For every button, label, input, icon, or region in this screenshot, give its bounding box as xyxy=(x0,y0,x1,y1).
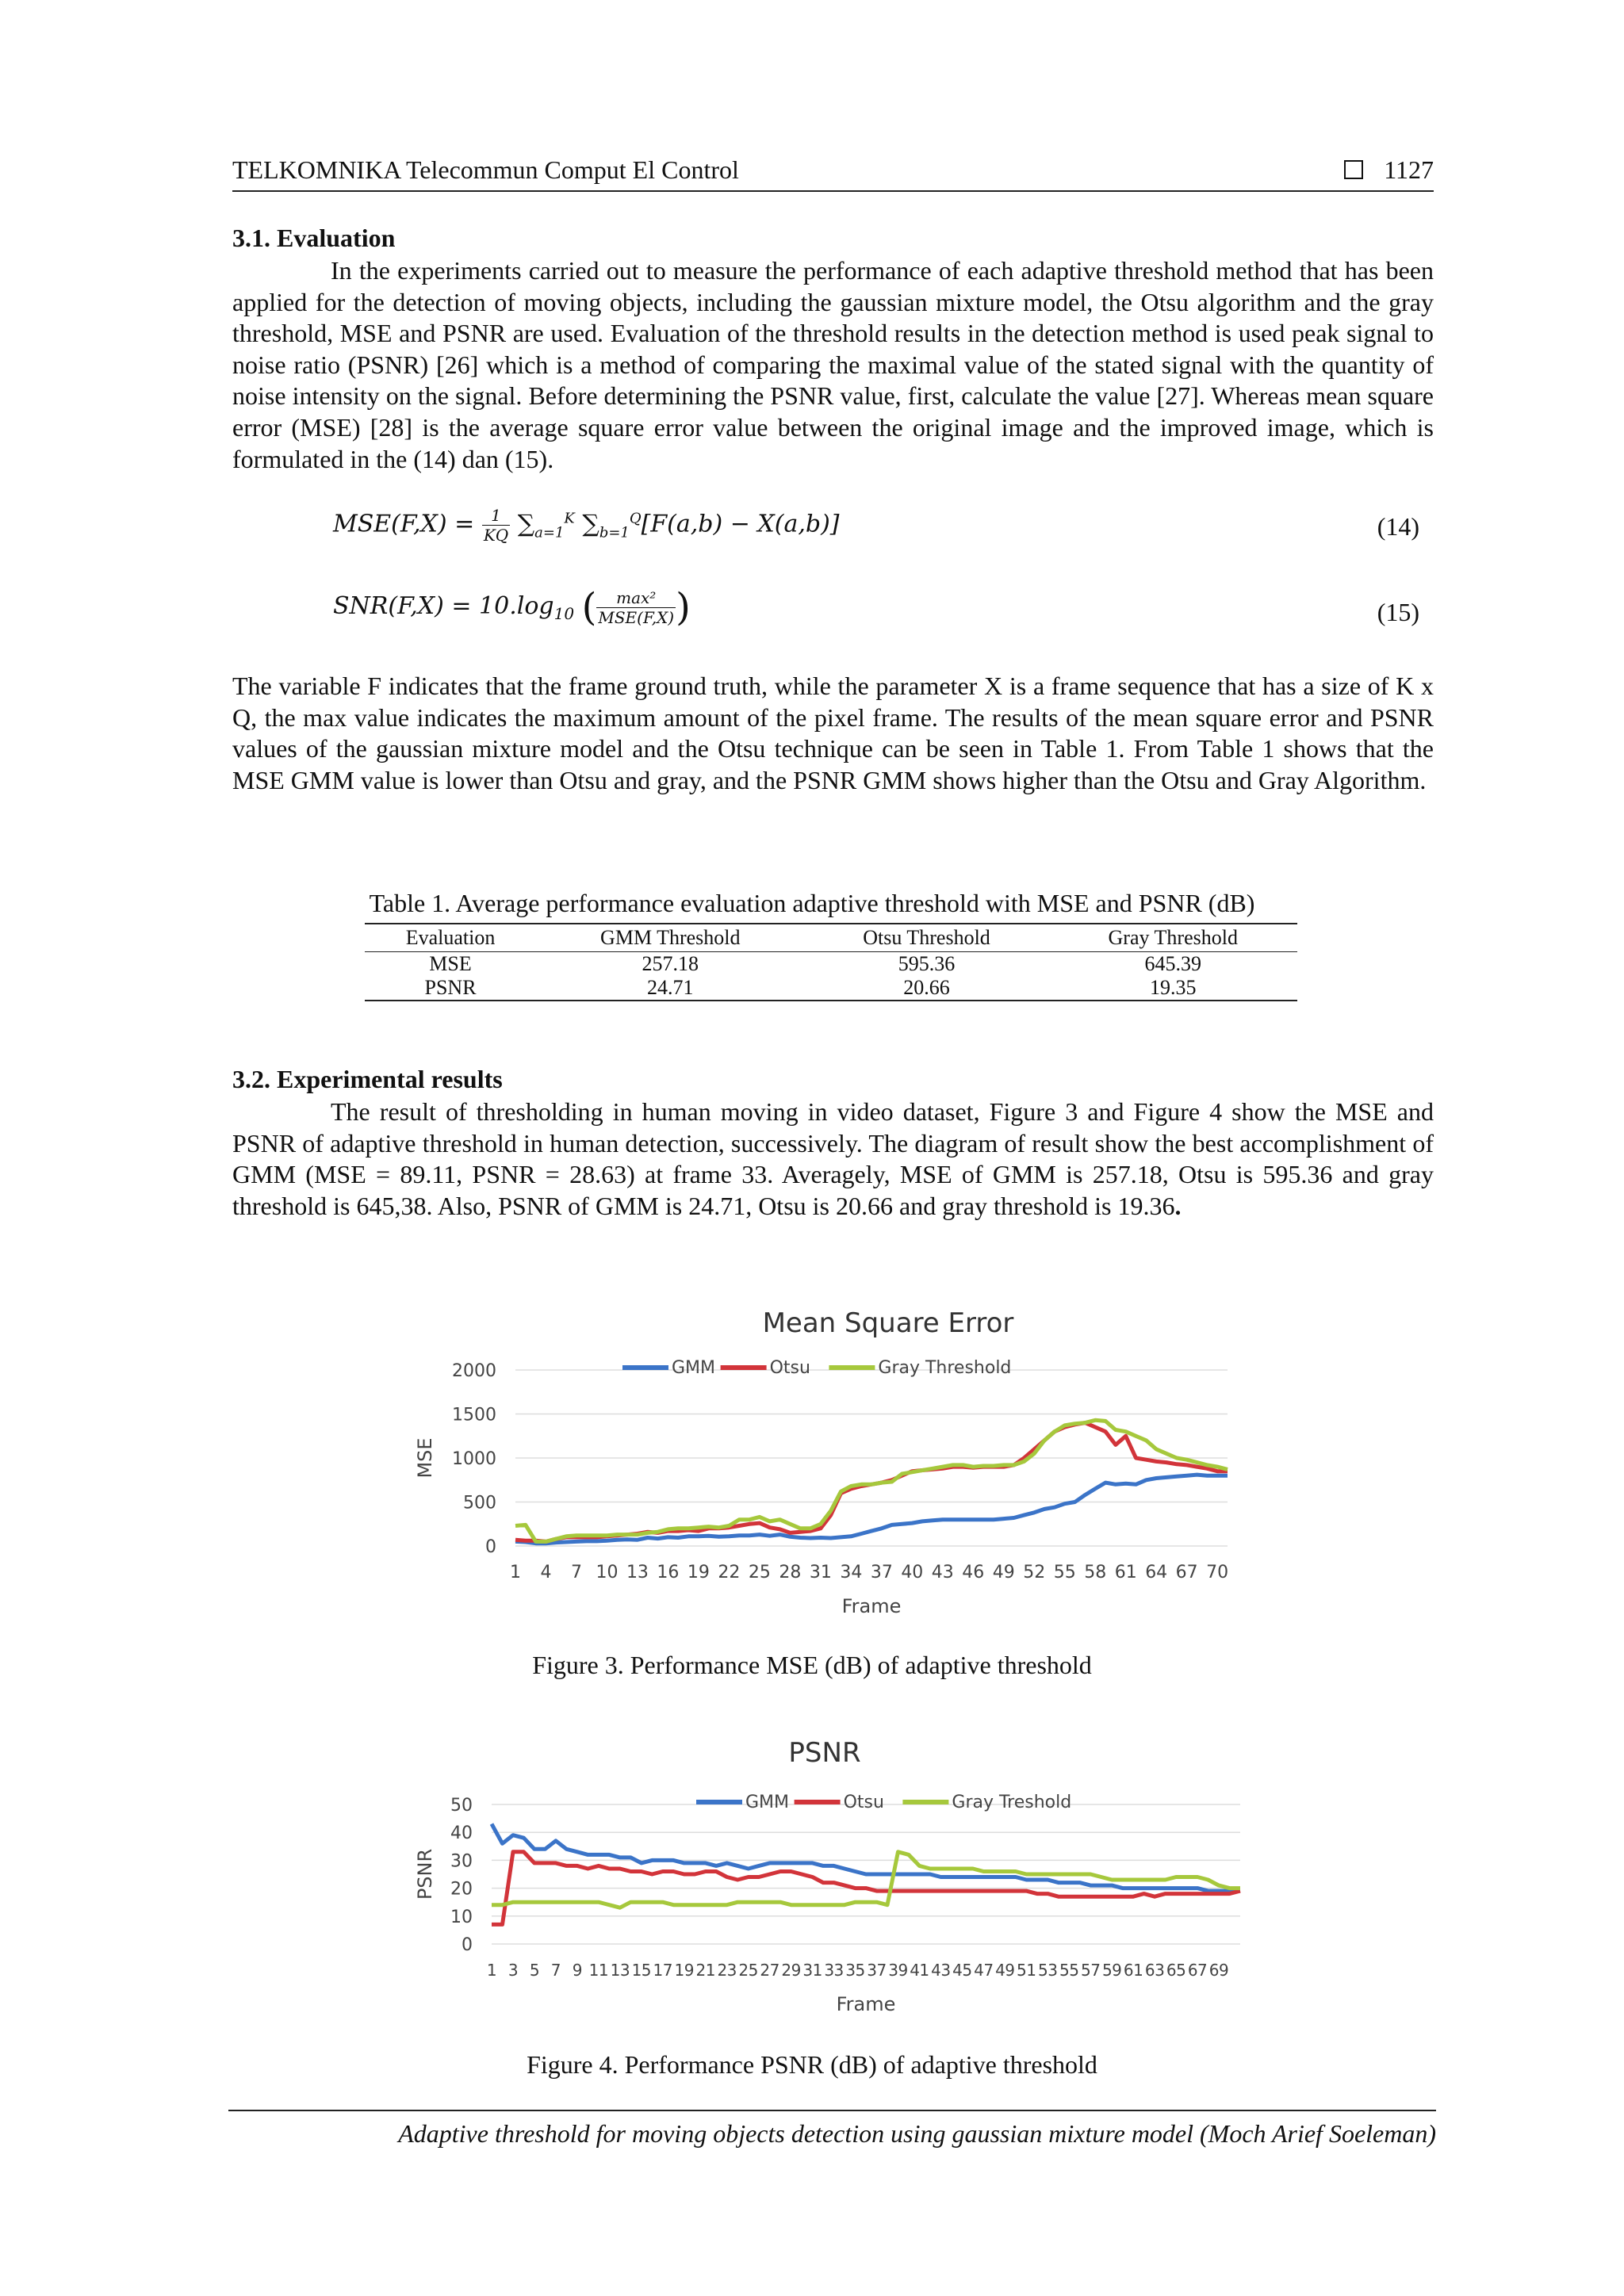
x-tick-label: 29 xyxy=(781,1961,801,1980)
table-cell: 257.18 xyxy=(642,952,699,975)
x-tick-label: 22 xyxy=(718,1563,741,1582)
x-tick-label: 13 xyxy=(610,1961,630,1980)
table-header-cell: GMM Threshold xyxy=(536,924,804,952)
paragraph-end: . xyxy=(1174,1191,1182,1220)
x-tick-label: 49 xyxy=(995,1961,1015,1980)
legend-label: Otsu xyxy=(769,1358,810,1378)
y-tick-label: 0 xyxy=(462,1935,473,1955)
footer-text: Adaptive threshold for moving objects detection using gaussian mixture model (Moch Arief Soeleman) xyxy=(398,2119,1436,2148)
x-tick-label: 28 xyxy=(779,1563,802,1582)
x-tick-label: 49 xyxy=(992,1563,1015,1582)
x-tick-label: 7 xyxy=(570,1563,582,1582)
y-tick-label: 10 xyxy=(450,1907,473,1927)
x-tick-label: 63 xyxy=(1144,1961,1165,1980)
x-tick-label: 41 xyxy=(910,1961,929,1980)
x-tick-label: 61 xyxy=(1114,1563,1137,1582)
x-tick-label: 58 xyxy=(1084,1563,1107,1582)
table-cell: PSNR xyxy=(365,976,536,1001)
paragraph-variables: The variable F indicates that the frame ground truth, while the parameter X is a frame sequence that has a size of K x Q, the max value indicates the maximum amount of the pixel frame. The results of the mean square error and PSNR values of the gaussian mixture model and the Otsu technique can be seen in Table 1. From Table 1 shows that the MSE GMM value is lower than Otsu and gray, and the PSNR GMM shows higher than the Otsu and Gray Algorithm. xyxy=(232,672,1434,794)
journal-title: TELKOMNIKA Telecommun Comput El Control xyxy=(232,155,739,184)
equation-mse: MSE(F,X) = $\frac{1}{KQ}$ $\sum_{a=1}^K$ $\sum_{b=1}^Q[F(a,b) - X(a,b)]$ xyxy=(333,506,840,545)
legend-label: GMM xyxy=(745,1793,790,1812)
y-tick-label: 500 xyxy=(463,1493,496,1513)
x-tick-label: 46 xyxy=(962,1563,985,1582)
equation-number-14: (14) xyxy=(1377,512,1419,541)
x-tick-label: 65 xyxy=(1166,1961,1186,1980)
legend-label: GMM xyxy=(672,1358,716,1378)
x-tick-label: 23 xyxy=(717,1961,737,1980)
x-tick-label: 10 xyxy=(596,1563,619,1582)
x-axis-label: Frame xyxy=(836,1993,896,2015)
y-tick-label: 1500 xyxy=(452,1405,496,1425)
x-tick-label: 55 xyxy=(1059,1961,1079,1980)
y-tick-label: 30 xyxy=(450,1851,473,1872)
x-tick-label: 59 xyxy=(1101,1961,1122,1980)
section-title-evaluation: 3.1. Evaluation xyxy=(232,224,396,252)
x-tick-label: 57 xyxy=(1080,1961,1101,1980)
x-tick-label: 67 xyxy=(1175,1563,1198,1582)
table-cell: 20.66 xyxy=(805,976,1049,1001)
table-caption: Table 1. Average performance evaluation adaptive threshold with MSE and PSNR (dB) xyxy=(369,889,1255,917)
x-tick-label: 19 xyxy=(674,1961,694,1980)
x-tick-label: 69 xyxy=(1208,1961,1229,1980)
x-axis-label: Frame xyxy=(841,1595,902,1617)
legend-label: Gray Treshold xyxy=(952,1793,1072,1812)
y-tick-label: 40 xyxy=(450,1823,473,1844)
x-tick-label: 7 xyxy=(550,1961,561,1980)
x-tick-label: 43 xyxy=(931,1563,954,1582)
x-tick-label: 55 xyxy=(1053,1563,1076,1582)
table-header-cell: Gray Threshold xyxy=(1049,924,1298,952)
y-tick-label: 2000 xyxy=(452,1361,496,1381)
x-tick-label: 17 xyxy=(653,1961,672,1980)
chart-title: Mean Square Error xyxy=(762,1307,1014,1339)
y-tick-label: 50 xyxy=(450,1796,473,1816)
x-tick-label: 52 xyxy=(1023,1563,1046,1582)
x-tick-label: 53 xyxy=(1038,1961,1058,1980)
x-tick-label: 3 xyxy=(508,1961,519,1980)
mse-chart xyxy=(396,1292,1269,1633)
table-1 xyxy=(365,923,1297,1001)
x-tick-label: 4 xyxy=(540,1563,552,1582)
table-cell: 645.39 xyxy=(1144,952,1201,975)
equation-number-15: (15) xyxy=(1377,598,1419,626)
x-tick-label: 19 xyxy=(687,1563,710,1582)
y-axis-label: PSNR xyxy=(414,1848,436,1900)
table-header-row xyxy=(365,924,1297,952)
paragraph-experimental-results xyxy=(232,1096,1434,1222)
x-tick-label: 39 xyxy=(888,1961,908,1980)
table-cell: 24.71 xyxy=(536,976,804,1001)
x-tick-label: 37 xyxy=(870,1563,893,1582)
x-tick-label: 15 xyxy=(631,1961,652,1980)
x-tick-label: 61 xyxy=(1123,1961,1143,1980)
x-tick-label: 34 xyxy=(840,1563,863,1582)
page-header xyxy=(232,155,1434,192)
x-tick-label: 37 xyxy=(867,1961,887,1980)
x-tick-label: 16 xyxy=(657,1563,680,1582)
x-tick-label: 35 xyxy=(845,1961,865,1980)
chart-title: PSNR xyxy=(788,1737,861,1769)
square-icon xyxy=(1344,160,1363,179)
paragraph-evaluation: In the experiments carried out to measure the performance of each adaptive threshold method that has been applied for the detection of moving objects, including the gaussian mixture model, the Otsu algorithm and the gray threshold, MSE and PSNR are used. Evaluation of the threshold results in the detection method is used peak signal to noise ratio (PSNR) [26] which is a method of comparing the maximal value of the stated signal with the quantity of noise intensity on the signal. Before determining the PSNR value, first, calculate the value [27]. Whereas mean square error (MSE) [28] is the average square error value between the original image and the improved image, which is formulated in the (14) dan (15). xyxy=(232,256,1434,473)
y-tick-label: 20 xyxy=(450,1879,473,1900)
page-number-box xyxy=(1344,155,1434,185)
x-tick-label: 5 xyxy=(529,1961,540,1980)
legend-label: Otsu xyxy=(843,1793,884,1812)
x-tick-label: 13 xyxy=(626,1563,649,1582)
table-row xyxy=(365,952,1297,977)
x-tick-label: 9 xyxy=(572,1961,583,1980)
x-tick-label: 45 xyxy=(952,1961,972,1980)
psnr-chart xyxy=(396,1728,1269,2022)
page-number: 1127 xyxy=(1384,155,1434,184)
figure-3-caption: Figure 3. Performance MSE (dB) of adaptive threshold xyxy=(532,1651,1092,1679)
table-header-cell: Evaluation xyxy=(365,924,536,952)
x-tick-label: 51 xyxy=(1017,1961,1036,1980)
x-tick-label: 25 xyxy=(748,1563,771,1582)
x-tick-label: 47 xyxy=(974,1961,994,1980)
x-tick-label: 1 xyxy=(486,1961,497,1980)
equation-snr: $SNR(F,X) = 10.\log_{10}$ ( $\frac{\text{max²}}{\text{MSE(F,X)}}$ ) xyxy=(333,585,691,629)
x-tick-label: 21 xyxy=(695,1961,715,1980)
fraction: $\frac{1}{KQ}$ xyxy=(483,506,509,545)
x-tick-label: 25 xyxy=(738,1961,758,1980)
y-tick-label: 0 xyxy=(485,1537,496,1557)
x-tick-label: 31 xyxy=(809,1563,832,1582)
x-tick-label: 70 xyxy=(1206,1563,1229,1582)
x-tick-label: 27 xyxy=(760,1961,779,1980)
table-cell: 595.36 xyxy=(898,952,956,975)
table-header-cell: Otsu Threshold xyxy=(805,924,1049,952)
y-axis-label: MSE xyxy=(414,1437,436,1479)
page-footer xyxy=(228,2110,1436,2148)
x-tick-label: 1 xyxy=(510,1563,521,1582)
paragraph-text: The result of thresholding in human moving in video dataset, Figure 3 and Figure 4 show the MSE and PSNR of adaptive threshold in human detection, successively. The diagram of result show the best accomplishment of GMM (MSE = 89.11, PSNR = 28.63) at frame 33. Averagely, MSE of GMM is 257.18, Otsu is 595.36 and gray threshold is 645,38. Also, PSNR of GMM is 24.71, Otsu is 20.66 and gray threshold is 19.36 xyxy=(232,1097,1434,1220)
x-tick-label: 43 xyxy=(931,1961,951,1980)
section-title-experimental-results: 3.2. Experimental results xyxy=(232,1065,503,1093)
table-row xyxy=(365,976,1297,1001)
x-tick-label: 31 xyxy=(802,1961,822,1980)
x-tick-label: 40 xyxy=(901,1563,924,1582)
legend-label: Gray Threshold xyxy=(878,1358,1012,1378)
table-cell: 19.35 xyxy=(1049,976,1298,1001)
x-tick-label: 67 xyxy=(1187,1961,1208,1980)
x-tick-label: 64 xyxy=(1145,1563,1168,1582)
figure-4-caption: Figure 4. Performance PSNR (dB) of adaptive threshold xyxy=(527,2050,1097,2079)
x-tick-label: 11 xyxy=(588,1961,609,1980)
fraction: $\frac{\text{max²}}{\text{MSE(F,X)}}$ xyxy=(598,587,675,627)
x-tick-label: 33 xyxy=(824,1961,844,1980)
table-cell: MSE xyxy=(429,952,472,975)
y-tick-label: 1000 xyxy=(452,1449,496,1469)
